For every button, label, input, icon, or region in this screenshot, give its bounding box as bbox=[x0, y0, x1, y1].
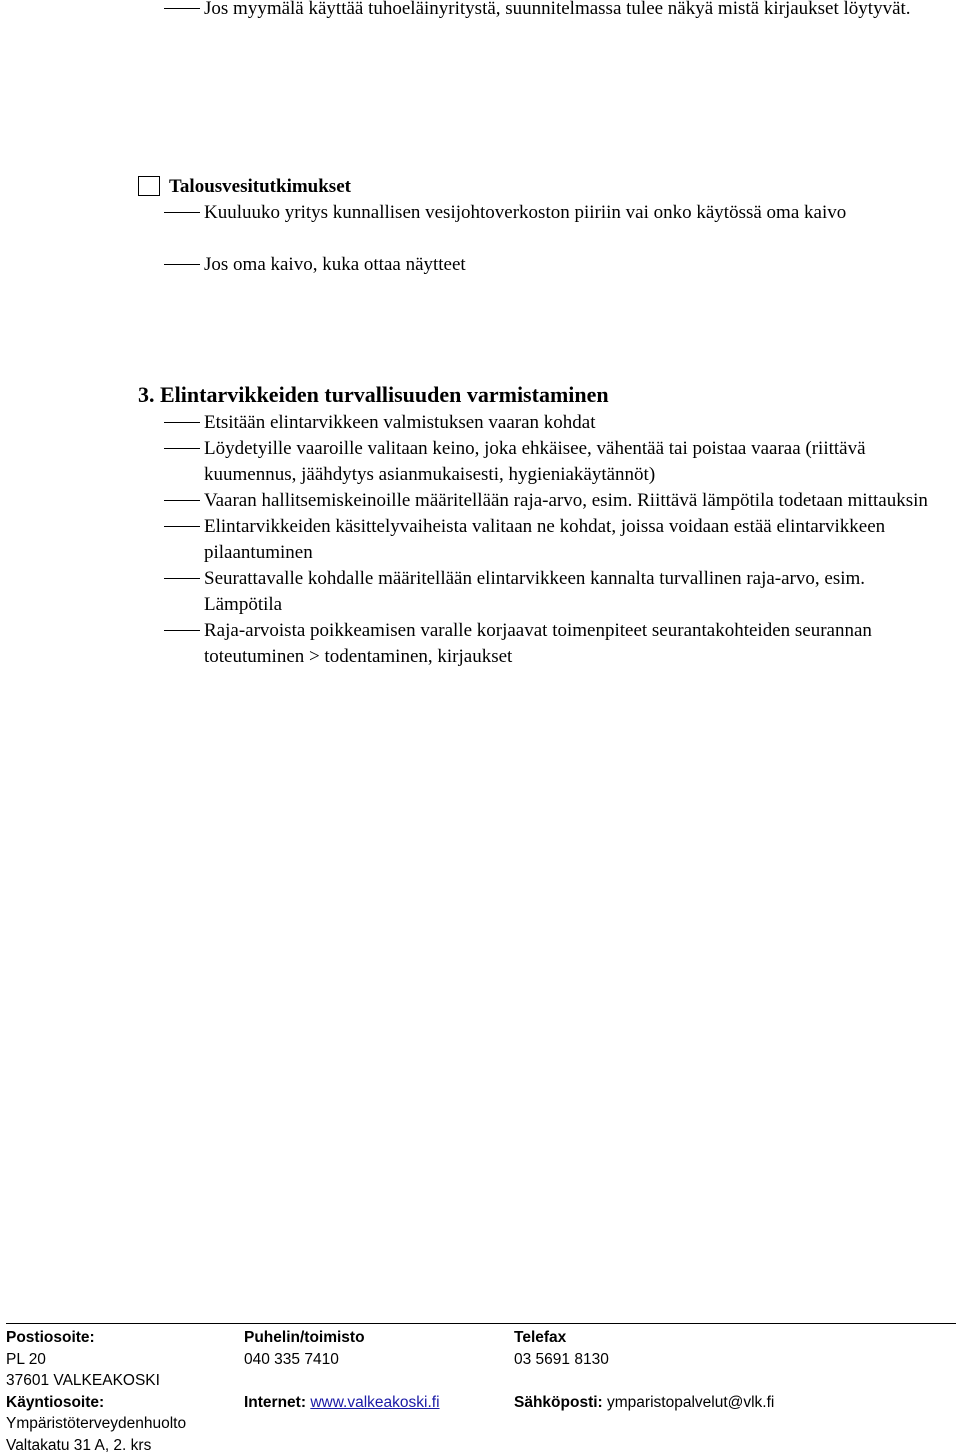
dash-bullet-icon bbox=[164, 8, 200, 9]
list-item bbox=[0, 436, 960, 488]
footer-row bbox=[0, 1435, 960, 1456]
postal-label: Postiosoite: bbox=[6, 1329, 95, 1346]
footer-row bbox=[0, 1392, 960, 1414]
list-item-text: Seurattavalle kohdalle määritellään elintarvikkeen kannalta turvallinen raja-arvo, esim. Lämpötila bbox=[204, 568, 866, 615]
footer-row bbox=[0, 1349, 960, 1371]
section-heading: 3. Elintarvikkeiden turvallisuuden varmistaminen bbox=[138, 382, 609, 407]
internet-link[interactable]: www.valkeakoski.fi bbox=[310, 1393, 440, 1411]
list-item bbox=[0, 0, 960, 22]
list-item bbox=[0, 410, 960, 436]
postal-line2: 37601 VALKEAKOSKI bbox=[6, 1372, 160, 1389]
water-title: Talousvesitutkimukset bbox=[169, 176, 351, 197]
internet-label: Internet: bbox=[244, 1393, 306, 1411]
list-item-text: Löydetyille vaaroille valitaan keino, joka ehkäisee, vähentää tai poistaa vaaraa (riittävä kuumennus, jäähdytys asianmukaisesti, hygieniakäytännöt) bbox=[204, 438, 866, 485]
dash-bullet-icon bbox=[164, 212, 200, 213]
dash-bullet-icon bbox=[164, 500, 200, 501]
section3-list bbox=[0, 410, 960, 670]
list-item bbox=[0, 200, 960, 226]
visit-line2: Valtakatu 31 A, 2. krs bbox=[6, 1436, 152, 1454]
dash-bullet-icon bbox=[164, 630, 200, 631]
internet-block bbox=[244, 1392, 440, 1414]
list-item-text: Jos oma kaivo, kuka ottaa näytteet bbox=[204, 254, 466, 275]
dash-bullet-icon bbox=[164, 578, 200, 579]
email-value[interactable]: ymparistopalvelut@vlk.fi bbox=[607, 1393, 775, 1411]
footer-row bbox=[0, 1413, 960, 1435]
list-item bbox=[0, 618, 960, 670]
phone-label: Puhelin/toimisto bbox=[244, 1329, 365, 1346]
list-item-text: Etsitään elintarvikkeen valmistuksen vaaran kohdat bbox=[204, 412, 596, 433]
postal-line1: PL 20 bbox=[6, 1350, 46, 1368]
fax-value: 03 5691 8130 bbox=[514, 1350, 609, 1368]
dash-bullet-icon bbox=[164, 422, 200, 423]
email-label: Sähköposti: bbox=[514, 1393, 603, 1411]
footer bbox=[0, 1323, 960, 1456]
list-item bbox=[0, 566, 960, 618]
visit-line1: Ympäristöterveydenhuolto bbox=[6, 1415, 187, 1432]
dash-bullet-icon bbox=[164, 526, 200, 527]
list-item-text: Jos myymälä käyttää tuhoeläinyritystä, suunnitelmassa tulee näkyä mistä kirjaukset löytyvät. bbox=[204, 0, 911, 19]
dash-bullet-icon bbox=[164, 264, 200, 265]
fax-label: Telefax bbox=[514, 1329, 567, 1346]
water-heading bbox=[0, 174, 960, 200]
top-list bbox=[0, 0, 960, 22]
water-section bbox=[0, 174, 960, 278]
phone-value: 040 335 7410 bbox=[244, 1350, 339, 1368]
list-item-text: Elintarvikkeiden käsittelyvaiheista valitaan ne kohdat, joissa voidaan estää elintarvikkeen pilaantuminen bbox=[204, 516, 886, 563]
list-item bbox=[0, 514, 960, 566]
list-item-text: Vaaran hallitsemiskeinoille määritellään raja-arvo, esim. Riittävä lämpötila todetaan mittauksin bbox=[204, 490, 928, 511]
list-item bbox=[0, 252, 960, 278]
list-item-text: Raja-arvoista poikkeamisen varalle korjaavat toimenpiteet seurantakohteiden seurannan toteutuminen > todentaminen, kirjaukset bbox=[204, 620, 872, 667]
list-item bbox=[0, 488, 960, 514]
checkbox[interactable] bbox=[138, 176, 160, 196]
email-block bbox=[514, 1392, 774, 1414]
footer-row bbox=[0, 1370, 960, 1392]
dash-bullet-icon bbox=[164, 448, 200, 449]
footer-row bbox=[0, 1327, 960, 1349]
visit-label: Käyntiosoite: bbox=[6, 1393, 105, 1411]
list-item-text: Kuuluuko yritys kunnallisen vesijohtoverkoston piiriin vai onko käytössä oma kaivo bbox=[204, 202, 847, 223]
